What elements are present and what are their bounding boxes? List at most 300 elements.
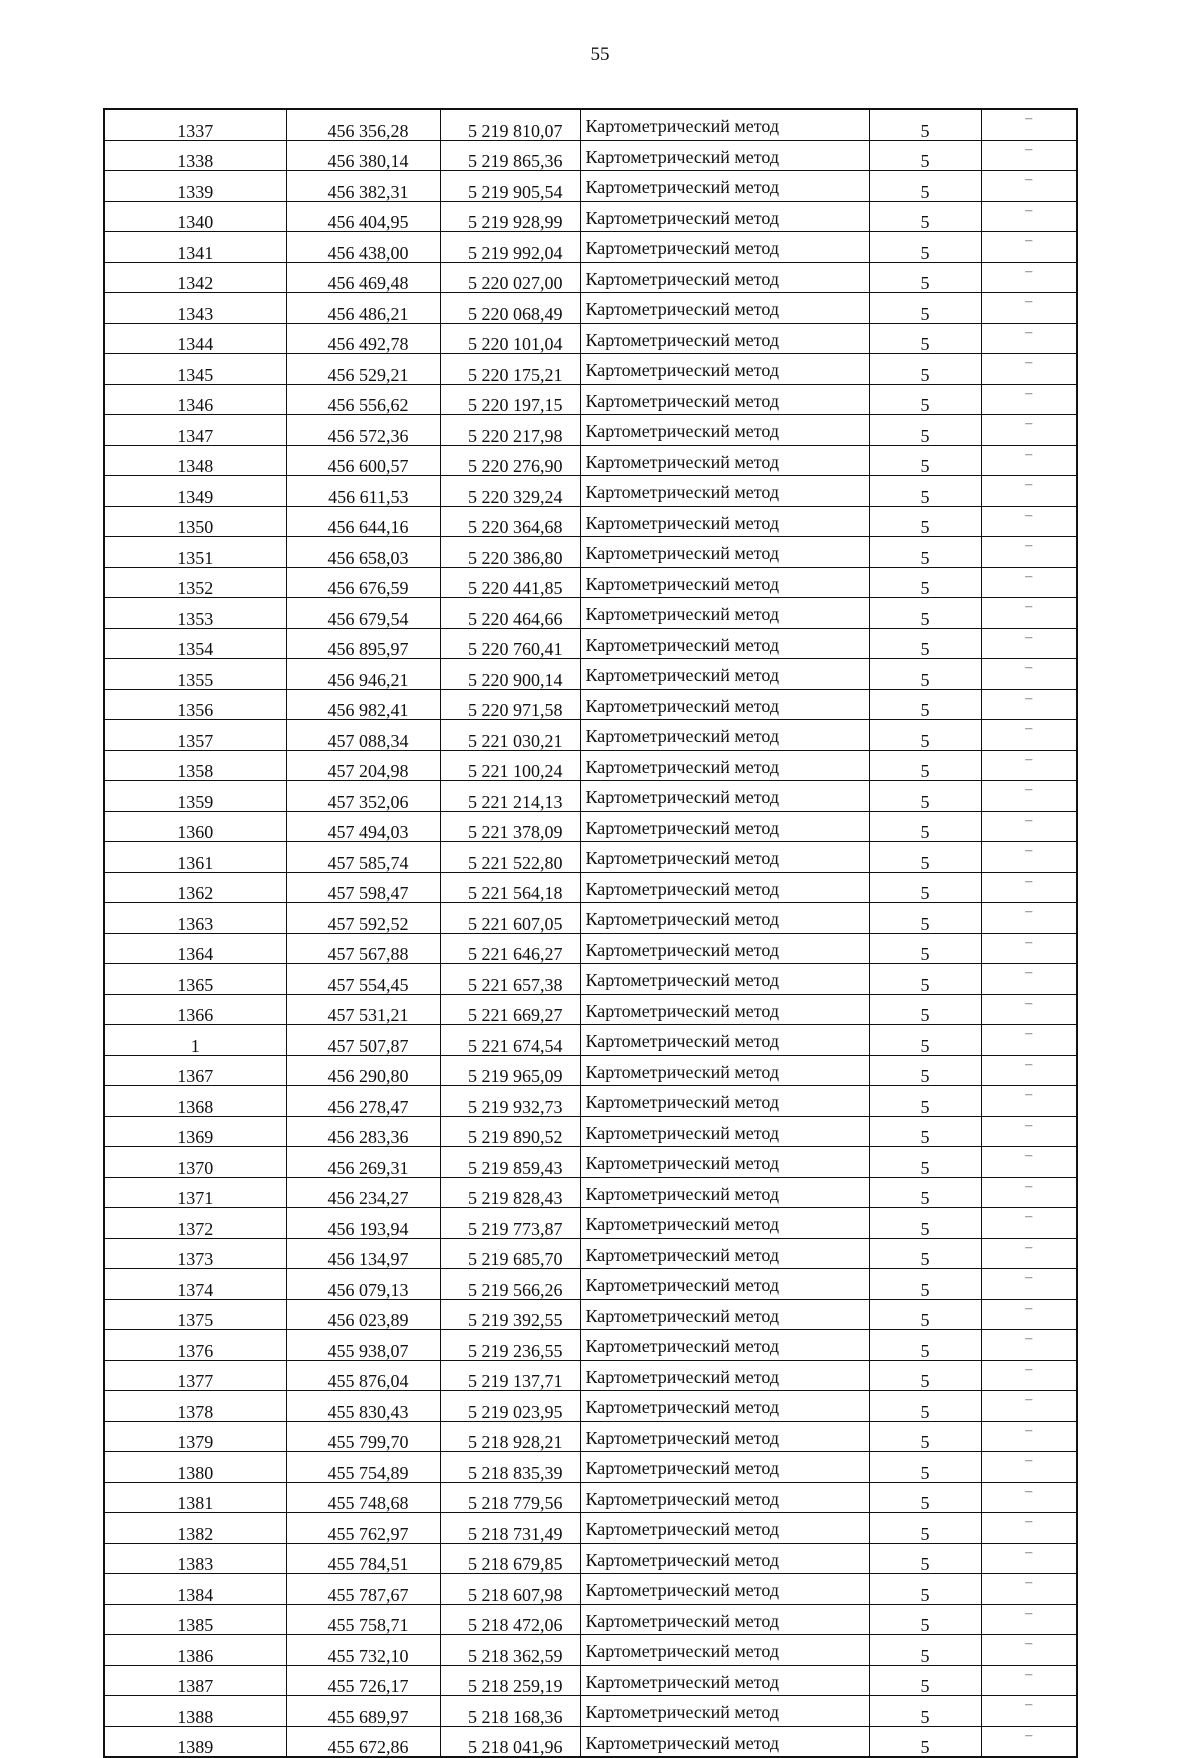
y-coordinate-cell: 5 219 859,43 (440, 1147, 580, 1178)
table-row (104, 506, 1077, 537)
table-row (104, 811, 1077, 842)
note-cell: – (981, 537, 1077, 568)
accuracy-cell: 5 (869, 1177, 981, 1208)
point-number-cell: 1350 (104, 506, 286, 537)
note-cell: – (981, 140, 1077, 171)
y-coordinate-cell: 5 218 472,06 (440, 1604, 580, 1635)
method-cell: Картометрический метод (580, 1360, 869, 1391)
accuracy-cell: 5 (869, 537, 981, 568)
y-coordinate-cell: 5 218 928,21 (440, 1421, 580, 1452)
note-cell: – (981, 1574, 1077, 1605)
note-cell: – (981, 994, 1077, 1025)
y-coordinate-cell: 5 220 760,41 (440, 628, 580, 659)
table-row (104, 476, 1077, 507)
table-row (104, 1025, 1077, 1056)
y-coordinate-cell: 5 219 023,95 (440, 1391, 580, 1422)
point-number-cell: 1388 (104, 1696, 286, 1727)
note-cell: – (981, 384, 1077, 415)
method-cell: Картометрический метод (580, 964, 869, 995)
point-number-cell: 1338 (104, 140, 286, 171)
x-coordinate-cell: 457 598,47 (286, 872, 440, 903)
x-coordinate-cell: 456 079,13 (286, 1269, 440, 1300)
table-row (104, 1696, 1077, 1727)
note-cell: – (981, 1513, 1077, 1544)
method-cell: Картометрический метод (580, 598, 869, 629)
method-cell: Картометрический метод (580, 262, 869, 293)
method-cell: Картометрический метод (580, 323, 869, 354)
method-cell: Картометрический метод (580, 689, 869, 720)
accuracy-cell: 5 (869, 1147, 981, 1178)
note-cell: – (981, 323, 1077, 354)
point-number-cell: 1360 (104, 811, 286, 842)
table-row (104, 1604, 1077, 1635)
method-cell: Картометрический метод (580, 1665, 869, 1696)
table-row (104, 750, 1077, 781)
note-cell: – (981, 293, 1077, 324)
table-row (104, 1574, 1077, 1605)
method-cell: Картометрический метод (580, 384, 869, 415)
note-cell: – (981, 1177, 1077, 1208)
point-number-cell: 1351 (104, 537, 286, 568)
method-cell: Картометрический метод (580, 1025, 869, 1056)
note-cell: – (981, 1299, 1077, 1330)
note-cell: – (981, 1452, 1077, 1483)
note-cell: – (981, 354, 1077, 385)
x-coordinate-cell: 455 754,89 (286, 1452, 440, 1483)
y-coordinate-cell: 5 220 175,21 (440, 354, 580, 385)
x-coordinate-cell: 456 529,21 (286, 354, 440, 385)
y-coordinate-cell: 5 220 329,24 (440, 476, 580, 507)
accuracy-cell: 5 (869, 293, 981, 324)
point-number-cell: 1378 (104, 1391, 286, 1422)
y-coordinate-cell: 5 220 101,04 (440, 323, 580, 354)
y-coordinate-cell: 5 220 068,49 (440, 293, 580, 324)
method-cell: Картометрический метод (580, 628, 869, 659)
accuracy-cell: 5 (869, 903, 981, 934)
accuracy-cell: 5 (869, 1696, 981, 1727)
note-cell: – (981, 1482, 1077, 1513)
y-coordinate-cell: 5 218 779,56 (440, 1482, 580, 1513)
x-coordinate-cell: 455 689,97 (286, 1696, 440, 1727)
x-coordinate-cell: 455 787,67 (286, 1574, 440, 1605)
accuracy-cell: 5 (869, 171, 981, 202)
accuracy-cell: 5 (869, 1482, 981, 1513)
x-coordinate-cell: 455 938,07 (286, 1330, 440, 1361)
method-cell: Картометрический метод (580, 994, 869, 1025)
note-cell: – (981, 1635, 1077, 1666)
accuracy-cell: 5 (869, 872, 981, 903)
method-cell: Картометрический метод (580, 781, 869, 812)
note-cell: – (981, 1726, 1077, 1757)
accuracy-cell: 5 (869, 109, 981, 140)
table-row (104, 1421, 1077, 1452)
y-coordinate-cell: 5 221 669,27 (440, 994, 580, 1025)
accuracy-cell: 5 (869, 140, 981, 171)
method-cell: Картометрический метод (580, 1635, 869, 1666)
note-cell: – (981, 872, 1077, 903)
point-number-cell: 1368 (104, 1086, 286, 1117)
y-coordinate-cell: 5 221 378,09 (440, 811, 580, 842)
method-cell: Картометрический метод (580, 201, 869, 232)
note-cell: – (981, 1086, 1077, 1117)
method-cell: Картометрический метод (580, 1543, 869, 1574)
note-cell: – (981, 232, 1077, 263)
method-cell: Картометрический метод (580, 1482, 869, 1513)
coordinates-table-body (104, 109, 1077, 1757)
x-coordinate-cell: 457 567,88 (286, 933, 440, 964)
method-cell: Картометрический метод (580, 750, 869, 781)
x-coordinate-cell: 455 748,68 (286, 1482, 440, 1513)
point-number-cell: 1365 (104, 964, 286, 995)
note-cell: – (981, 811, 1077, 842)
y-coordinate-cell: 5 221 674,54 (440, 1025, 580, 1056)
table-row (104, 628, 1077, 659)
accuracy-cell: 5 (869, 1116, 981, 1147)
x-coordinate-cell: 456 679,54 (286, 598, 440, 629)
method-cell: Картометрический метод (580, 171, 869, 202)
table-row (104, 293, 1077, 324)
x-coordinate-cell: 456 611,53 (286, 476, 440, 507)
y-coordinate-cell: 5 219 865,36 (440, 140, 580, 171)
y-coordinate-cell: 5 220 386,80 (440, 537, 580, 568)
page-number: 55 (590, 44, 610, 65)
point-number-cell: 1349 (104, 476, 286, 507)
x-coordinate-cell: 456 404,95 (286, 201, 440, 232)
note-cell: – (981, 415, 1077, 446)
note-cell: – (981, 689, 1077, 720)
note-cell: – (981, 903, 1077, 934)
x-coordinate-cell: 455 762,97 (286, 1513, 440, 1544)
note-cell: – (981, 1116, 1077, 1147)
y-coordinate-cell: 5 221 214,13 (440, 781, 580, 812)
table-row (104, 689, 1077, 720)
note-cell: – (981, 1360, 1077, 1391)
note-cell: – (981, 628, 1077, 659)
note-cell: – (981, 1238, 1077, 1269)
note-cell: – (981, 1665, 1077, 1696)
y-coordinate-cell: 5 221 100,24 (440, 750, 580, 781)
x-coordinate-cell: 456 193,94 (286, 1208, 440, 1239)
y-coordinate-cell: 5 221 030,21 (440, 720, 580, 751)
point-number-cell: 1 (104, 1025, 286, 1056)
method-cell: Картометрический метод (580, 903, 869, 934)
x-coordinate-cell: 457 585,74 (286, 842, 440, 873)
method-cell: Картометрический метод (580, 1574, 869, 1605)
x-coordinate-cell: 456 600,57 (286, 445, 440, 476)
accuracy-cell: 5 (869, 1391, 981, 1422)
y-coordinate-cell: 5 219 137,71 (440, 1360, 580, 1391)
accuracy-cell: 5 (869, 1574, 981, 1605)
point-number-cell: 1372 (104, 1208, 286, 1239)
method-cell: Картометрический метод (580, 109, 869, 140)
accuracy-cell: 5 (869, 720, 981, 751)
note-cell: – (981, 1391, 1077, 1422)
method-cell: Картометрический метод (580, 1330, 869, 1361)
table-row (104, 1482, 1077, 1513)
point-number-cell: 1355 (104, 659, 286, 690)
table-row (104, 1635, 1077, 1666)
method-cell: Картометрический метод (580, 1208, 869, 1239)
x-coordinate-cell: 456 556,62 (286, 384, 440, 415)
x-coordinate-cell: 456 492,78 (286, 323, 440, 354)
y-coordinate-cell: 5 218 607,98 (440, 1574, 580, 1605)
point-number-cell: 1342 (104, 262, 286, 293)
method-cell: Картометрический метод (580, 1604, 869, 1635)
method-cell: Картометрический метод (580, 476, 869, 507)
accuracy-cell: 5 (869, 201, 981, 232)
accuracy-cell: 5 (869, 1208, 981, 1239)
x-coordinate-cell: 456 283,36 (286, 1116, 440, 1147)
table-row (104, 1543, 1077, 1574)
y-coordinate-cell: 5 218 259,19 (440, 1665, 580, 1696)
point-number-cell: 1359 (104, 781, 286, 812)
accuracy-cell: 5 (869, 964, 981, 995)
table-row (104, 1513, 1077, 1544)
accuracy-cell: 5 (869, 659, 981, 690)
table-row (104, 872, 1077, 903)
point-number-cell: 1370 (104, 1147, 286, 1178)
y-coordinate-cell: 5 219 810,07 (440, 109, 580, 140)
table-row (104, 1665, 1077, 1696)
note-cell: – (981, 1147, 1077, 1178)
accuracy-cell: 5 (869, 232, 981, 263)
point-number-cell: 1375 (104, 1299, 286, 1330)
y-coordinate-cell: 5 220 364,68 (440, 506, 580, 537)
point-number-cell: 1357 (104, 720, 286, 751)
method-cell: Картометрический метод (580, 842, 869, 873)
method-cell: Картометрический метод (580, 1452, 869, 1483)
method-cell: Картометрический метод (580, 567, 869, 598)
note-cell: – (981, 1696, 1077, 1727)
y-coordinate-cell: 5 221 657,38 (440, 964, 580, 995)
note-cell: – (981, 933, 1077, 964)
table-row (104, 1116, 1077, 1147)
table-row (104, 323, 1077, 354)
accuracy-cell: 5 (869, 1421, 981, 1452)
accuracy-cell: 5 (869, 1635, 981, 1666)
accuracy-cell: 5 (869, 1299, 981, 1330)
x-coordinate-cell: 455 672,86 (286, 1726, 440, 1757)
point-number-cell: 1361 (104, 842, 286, 873)
y-coordinate-cell: 5 218 362,59 (440, 1635, 580, 1666)
table-row (104, 1208, 1077, 1239)
note-cell: – (981, 720, 1077, 751)
note-cell: – (981, 1208, 1077, 1239)
accuracy-cell: 5 (869, 1513, 981, 1544)
accuracy-cell: 5 (869, 781, 981, 812)
note-cell: – (981, 1025, 1077, 1056)
y-coordinate-cell: 5 218 041,96 (440, 1726, 580, 1757)
x-coordinate-cell: 456 982,41 (286, 689, 440, 720)
point-number-cell: 1371 (104, 1177, 286, 1208)
table-row (104, 1238, 1077, 1269)
table-row (104, 933, 1077, 964)
point-number-cell: 1364 (104, 933, 286, 964)
x-coordinate-cell: 457 531,21 (286, 994, 440, 1025)
y-coordinate-cell: 5 220 441,85 (440, 567, 580, 598)
accuracy-cell: 5 (869, 1726, 981, 1757)
method-cell: Картометрический метод (580, 1726, 869, 1757)
point-number-cell: 1354 (104, 628, 286, 659)
method-cell: Картометрический метод (580, 1238, 869, 1269)
y-coordinate-cell: 5 221 522,80 (440, 842, 580, 873)
y-coordinate-cell: 5 219 392,55 (440, 1299, 580, 1330)
x-coordinate-cell: 455 784,51 (286, 1543, 440, 1574)
table-row (104, 964, 1077, 995)
table-row (104, 537, 1077, 568)
accuracy-cell: 5 (869, 689, 981, 720)
table-row (104, 720, 1077, 751)
y-coordinate-cell: 5 219 828,43 (440, 1177, 580, 1208)
x-coordinate-cell: 456 134,97 (286, 1238, 440, 1269)
y-coordinate-cell: 5 219 932,73 (440, 1086, 580, 1117)
note-cell: – (981, 476, 1077, 507)
point-number-cell: 1387 (104, 1665, 286, 1696)
accuracy-cell: 5 (869, 262, 981, 293)
accuracy-cell: 5 (869, 1665, 981, 1696)
x-coordinate-cell: 456 382,31 (286, 171, 440, 202)
method-cell: Картометрический метод (580, 506, 869, 537)
x-coordinate-cell: 455 758,71 (286, 1604, 440, 1635)
y-coordinate-cell: 5 219 773,87 (440, 1208, 580, 1239)
method-cell: Картометрический метод (580, 1421, 869, 1452)
point-number-cell: 1362 (104, 872, 286, 903)
note-cell: – (981, 445, 1077, 476)
point-number-cell: 1386 (104, 1635, 286, 1666)
table-row (104, 781, 1077, 812)
x-coordinate-cell: 457 554,45 (286, 964, 440, 995)
x-coordinate-cell: 456 023,89 (286, 1299, 440, 1330)
x-coordinate-cell: 455 876,04 (286, 1360, 440, 1391)
x-coordinate-cell: 457 507,87 (286, 1025, 440, 1056)
y-coordinate-cell: 5 220 276,90 (440, 445, 580, 476)
point-number-cell: 1356 (104, 689, 286, 720)
x-coordinate-cell: 456 658,03 (286, 537, 440, 568)
y-coordinate-cell: 5 221 646,27 (440, 933, 580, 964)
table-row (104, 1269, 1077, 1300)
note-cell: – (981, 201, 1077, 232)
table-row (104, 1086, 1077, 1117)
point-number-cell: 1377 (104, 1360, 286, 1391)
x-coordinate-cell: 455 732,10 (286, 1635, 440, 1666)
accuracy-cell: 5 (869, 750, 981, 781)
accuracy-cell: 5 (869, 1360, 981, 1391)
y-coordinate-cell: 5 219 928,99 (440, 201, 580, 232)
accuracy-cell: 5 (869, 1025, 981, 1056)
note-cell: – (981, 1604, 1077, 1635)
note-cell: – (981, 1055, 1077, 1086)
x-coordinate-cell: 457 494,03 (286, 811, 440, 842)
point-number-cell: 1381 (104, 1482, 286, 1513)
note-cell: – (981, 506, 1077, 537)
accuracy-cell: 5 (869, 933, 981, 964)
method-cell: Картометрический метод (580, 1696, 869, 1727)
point-number-cell: 1344 (104, 323, 286, 354)
accuracy-cell: 5 (869, 445, 981, 476)
point-number-cell: 1367 (104, 1055, 286, 1086)
method-cell: Картометрический метод (580, 1086, 869, 1117)
y-coordinate-cell: 5 219 965,09 (440, 1055, 580, 1086)
accuracy-cell: 5 (869, 1543, 981, 1574)
table-row (104, 1452, 1077, 1483)
point-number-cell: 1340 (104, 201, 286, 232)
table-row (104, 445, 1077, 476)
method-cell: Картометрический метод (580, 1177, 869, 1208)
y-coordinate-cell: 5 218 731,49 (440, 1513, 580, 1544)
point-number-cell: 1389 (104, 1726, 286, 1757)
y-coordinate-cell: 5 221 607,05 (440, 903, 580, 934)
point-number-cell: 1339 (104, 171, 286, 202)
y-coordinate-cell: 5 218 835,39 (440, 1452, 580, 1483)
table-row (104, 1177, 1077, 1208)
accuracy-cell: 5 (869, 384, 981, 415)
note-cell: – (981, 842, 1077, 873)
method-cell: Картометрический метод (580, 659, 869, 690)
table-row (104, 659, 1077, 690)
x-coordinate-cell: 456 676,59 (286, 567, 440, 598)
x-coordinate-cell: 455 830,43 (286, 1391, 440, 1422)
x-coordinate-cell: 457 088,34 (286, 720, 440, 751)
table-row (104, 1726, 1077, 1757)
x-coordinate-cell: 457 204,98 (286, 750, 440, 781)
x-coordinate-cell: 456 290,80 (286, 1055, 440, 1086)
point-number-cell: 1337 (104, 109, 286, 140)
accuracy-cell: 5 (869, 598, 981, 629)
table-row (104, 1299, 1077, 1330)
point-number-cell: 1380 (104, 1452, 286, 1483)
table-row (104, 1391, 1077, 1422)
point-number-cell: 1374 (104, 1269, 286, 1300)
point-number-cell: 1341 (104, 232, 286, 263)
point-number-cell: 1373 (104, 1238, 286, 1269)
table-row (104, 140, 1077, 171)
accuracy-cell: 5 (869, 811, 981, 842)
x-coordinate-cell: 455 799,70 (286, 1421, 440, 1452)
table-row (104, 842, 1077, 873)
x-coordinate-cell: 455 726,17 (286, 1665, 440, 1696)
accuracy-cell: 5 (869, 1330, 981, 1361)
method-cell: Картометрический метод (580, 1269, 869, 1300)
accuracy-cell: 5 (869, 1055, 981, 1086)
method-cell: Картометрический метод (580, 811, 869, 842)
method-cell: Картометрический метод (580, 232, 869, 263)
point-number-cell: 1384 (104, 1574, 286, 1605)
note-cell: – (981, 750, 1077, 781)
point-number-cell: 1346 (104, 384, 286, 415)
method-cell: Картометрический метод (580, 1116, 869, 1147)
accuracy-cell: 5 (869, 628, 981, 659)
table-row (104, 384, 1077, 415)
method-cell: Картометрический метод (580, 140, 869, 171)
y-coordinate-cell: 5 220 900,14 (440, 659, 580, 690)
accuracy-cell: 5 (869, 994, 981, 1025)
x-coordinate-cell: 456 380,14 (286, 140, 440, 171)
accuracy-cell: 5 (869, 567, 981, 598)
method-cell: Картометрический метод (580, 1147, 869, 1178)
accuracy-cell: 5 (869, 415, 981, 446)
point-number-cell: 1385 (104, 1604, 286, 1635)
x-coordinate-cell: 456 438,00 (286, 232, 440, 263)
point-number-cell: 1383 (104, 1543, 286, 1574)
accuracy-cell: 5 (869, 842, 981, 873)
table-row (104, 354, 1077, 385)
point-number-cell: 1376 (104, 1330, 286, 1361)
accuracy-cell: 5 (869, 323, 981, 354)
table-row (104, 994, 1077, 1025)
accuracy-cell: 5 (869, 1086, 981, 1117)
y-coordinate-cell: 5 219 992,04 (440, 232, 580, 263)
y-coordinate-cell: 5 218 679,85 (440, 1543, 580, 1574)
